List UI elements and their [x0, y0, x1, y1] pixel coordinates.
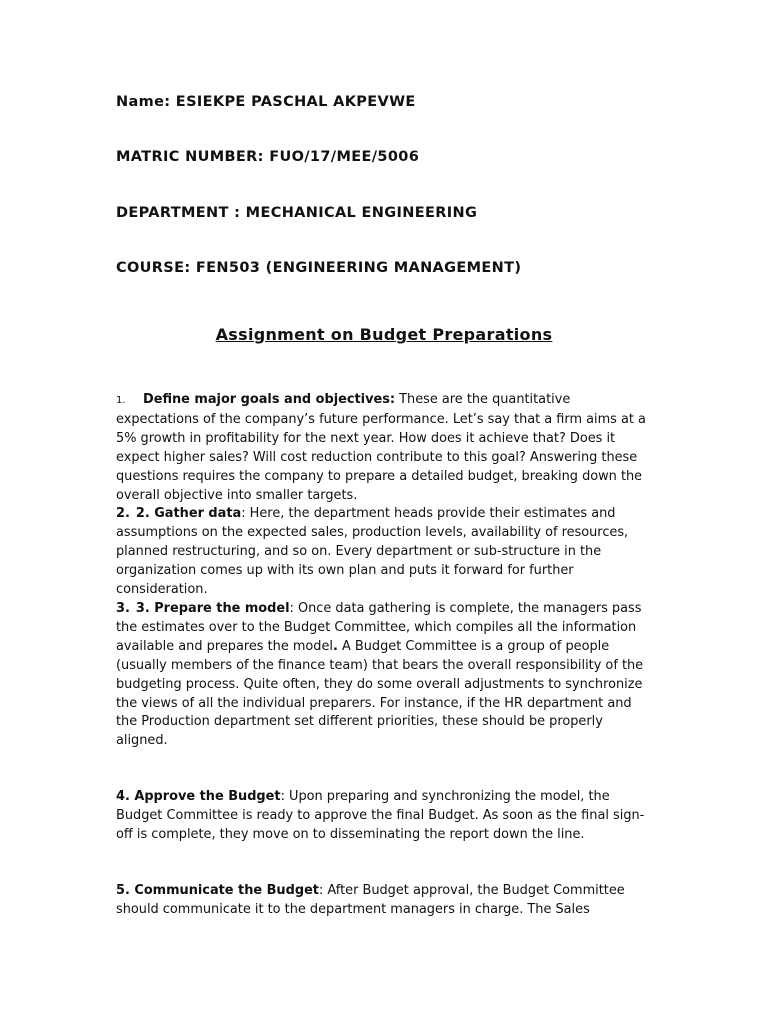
step-3-text-after: A Budget Committee is a group of people (usually members of the finance team) that bears the overall responsibility of the budgeting process. Quite often, they do some overall adjustments to synchronize the views of all the individual preparers. For instance, if the HR department and the Production department set different priorities, these should be properly aligned.: [116, 638, 644, 749]
step-2-text: : Here, the department heads provide their estimates and assumptions on the expected sales, production levels, availability of resources, planned restructuring, and so on. Every department or sub-structure in the organization comes up with its own plan and puts it forward for further consideration.: [116, 506, 629, 598]
step-1-text: These are the quantitative expectations of the company’s future performance. Let’s say that a firm aims at a 5% growth in profitability for the next year. How does it achieve that? Does it expect higher sales? Will cost reduction contribute to this goal? Answering these questions requires the company to prepare a detailed budget, breaking down the overall objective into smaller targets.: [116, 392, 646, 503]
matric-number: MATRIC NUMBER: FUO/17/MEE/5006: [116, 149, 420, 165]
step-5-text: : After Budget approval, the Budget Committee should communicate it to the department managers in charge. The Sales: [116, 883, 625, 917]
step-3-text-before: : Once data gathering is complete, the managers pass the estimates over to the Budget Committee, which compiles all the information available and prepares the model: [116, 600, 642, 654]
step-3-heading: 3. Prepare the model: [135, 600, 290, 616]
step-4-heading: 4. Approve the Budget: [116, 789, 281, 804]
document-title: Assignment on Budget Preparations: [215, 325, 553, 344]
step-3-bold-period: .: [333, 638, 338, 654]
step-3: [116, 600, 656, 751]
step-2-heading: 2. Gather data: [135, 506, 242, 522]
step-3-number: 3.: [116, 600, 130, 616]
step-2: [116, 505, 656, 600]
student-name: Name: ESIEKPE PASCHAL AKPEVWE: [116, 94, 416, 110]
course: COURSE: FEN503 (ENGINEERING MANAGEMENT): [116, 260, 522, 276]
step-5-heading: 5. Communicate the Budget: [116, 883, 319, 898]
department: DEPARTMENT : MECHANICAL ENGINEERING: [116, 205, 478, 221]
step-4: [116, 788, 656, 845]
step-1-heading: Define major goals and objectives:: [143, 392, 396, 407]
step-4-text: : Upon preparing and synchronizing the model, the Budget Committee is ready to approve the final Budget. As soon as the final sign-off is complete, they move on to disseminating the report down the line.: [116, 789, 645, 842]
steps-1-3: [116, 391, 656, 751]
step-2-number: 2.: [116, 506, 130, 522]
step-1-number: 1.: [116, 395, 126, 406]
step-1: [116, 391, 656, 505]
step-5: [116, 882, 656, 920]
